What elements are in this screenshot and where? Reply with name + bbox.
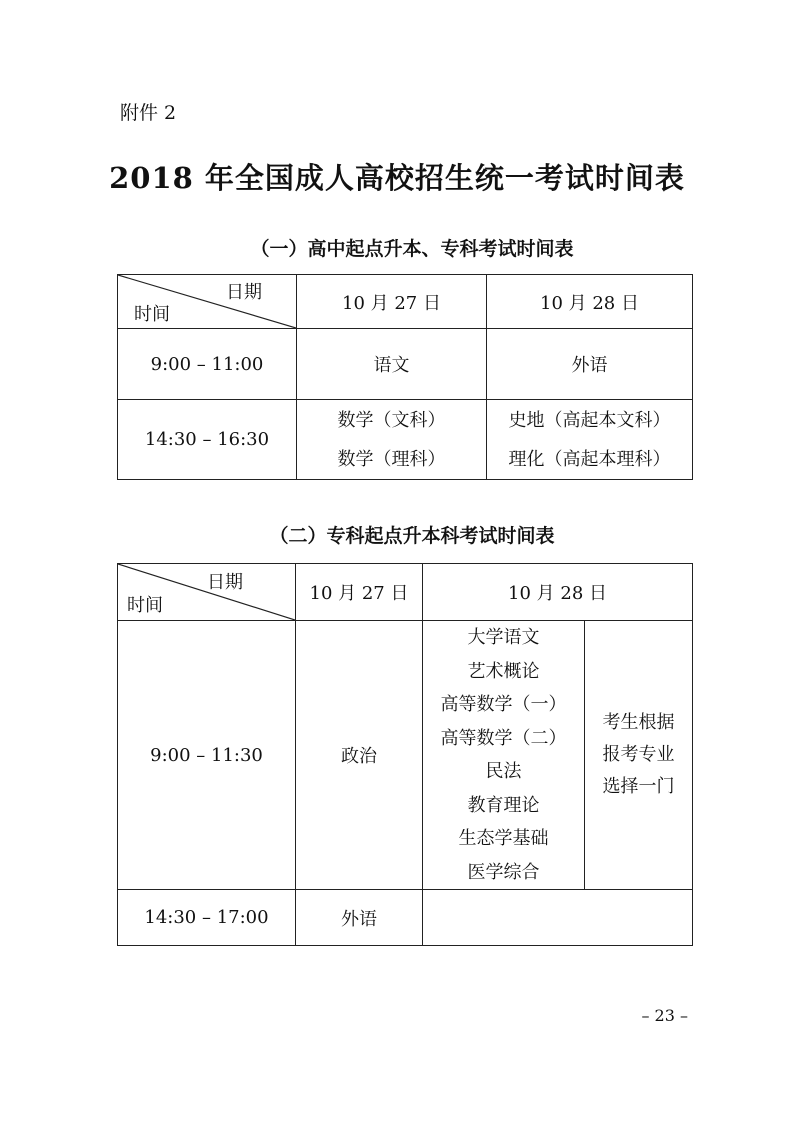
schedule-table-1: [117, 274, 693, 480]
page-title: 2018 年全国成人高校招生统一考试时间表: [109, 161, 685, 195]
subject-list-cell: [423, 621, 585, 890]
subject-item: 史地（高起本文科）: [508, 409, 671, 431]
time-slot: 14:30 – 17:00: [118, 890, 296, 946]
corner-date-label: 日期: [226, 282, 262, 303]
selection-note-cell: [585, 621, 693, 890]
table2-date-2: 10 月 28 日: [423, 564, 693, 621]
schedule-table-2: [117, 563, 693, 946]
table-row: [118, 400, 693, 480]
subject-item: 数学（理科）: [337, 448, 446, 470]
subject-cell: 政治: [296, 621, 423, 890]
note-line: 选择一门: [602, 776, 675, 797]
note-line: 报考专业: [602, 744, 675, 765]
page-number: – 23 –: [641, 1006, 688, 1025]
table1-corner-cell: [118, 275, 297, 329]
table-row: [118, 890, 693, 946]
table1-caption: （一）高中起点升本、专科考试时间表: [250, 238, 574, 260]
corner-time-label: 时间: [127, 595, 163, 616]
empty-cell: [423, 890, 693, 946]
table1-date-1: 10 月 27 日: [297, 275, 487, 329]
subject-item: 生态学基础: [458, 828, 549, 849]
table2-header-row: [118, 564, 693, 621]
subject-item: 民法: [485, 761, 522, 782]
subject-cell: [487, 400, 693, 480]
table1-header-row: [118, 275, 693, 329]
attachment-label: 附件 2: [120, 102, 177, 124]
time-slot: 14:30 – 16:30: [118, 400, 297, 480]
subject-item: 理化（高起本理科）: [508, 448, 671, 470]
subject-cell: [297, 400, 487, 480]
subject-item: 大学语文: [467, 627, 540, 648]
subject-item: 医学综合: [467, 861, 540, 883]
subject-cell: 外语: [296, 890, 423, 946]
subject-item: 高等数学（一）: [440, 694, 567, 715]
time-slot: 9:00 – 11:30: [118, 621, 296, 890]
time-slot: 9:00 – 11:00: [118, 329, 297, 400]
corner-date-label: 日期: [207, 572, 243, 593]
table2-date-1: 10 月 27 日: [296, 564, 423, 621]
subject-item: 数学（文科）: [337, 409, 446, 431]
table2-corner-cell: [118, 564, 296, 621]
note-line: 考生根据: [602, 712, 675, 733]
table-row: [118, 329, 693, 400]
corner-time-label: 时间: [134, 304, 170, 325]
table1-date-2: 10 月 28 日: [487, 275, 693, 329]
subject-item: 高等数学（二）: [440, 727, 567, 749]
subject-cell: 外语: [487, 329, 693, 400]
table2-caption: （二）专科起点升本科考试时间表: [269, 525, 555, 547]
subject-cell: 语文: [297, 329, 487, 400]
table-row: [118, 621, 693, 890]
subject-item: 艺术概论: [467, 660, 540, 682]
subject-item: 教育理论: [467, 794, 540, 816]
